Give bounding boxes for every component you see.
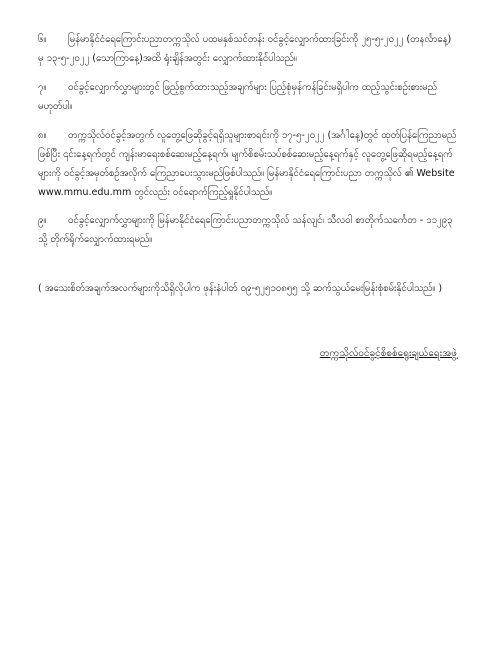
clause-8	[38, 126, 458, 202]
clause-text: ဝင်ခွင့်လျှောက်လွှာများတွင် ဖြည့်စွက်ထားသည့်အချက်များ ပြည့်စုံမှန်ကန်ခြင်းမရှိပါက ထည့်သွင်းစဉ်းစားမည် မဟုတ်ပါ။	[38, 82, 437, 112]
clause-9	[38, 211, 458, 249]
clause-text: တက္ကသိုလ်ဝင်ခွင့်အတွက် လူတွေ့ဖြေဆိုခွင့်ရရှိသူများစာရင်းကို ၁၇-၅-၂၀၂၂ (အင်္ဂါနေ့)တွင် ထုတ်ပြန်ကြေညာမည်ဖြစ်ပြီး ၎င်းနေ့ရက်တွင် ကျန်းမာရေးစစ်ဆေးမည့်နေ့ရက်၊ မျက်စိစမ်းသပ်စစ်ဆေးမည့်နေ့ရက်နှင့် လူတွေ့ဖြေဆိုရမည့်နေ့ရက်များကို ဝင်ခွင့်အမှတ်စဉ်အလိုက် ကြေညာပေးသွားမည်ဖြစ်ပါသည်။ မြန်မာနိုင်ငံရေကြောင်းပညာ တက္ကသိုလ် ၏ Website www.mmu.edu.mm တွင်လည်း ဝင်ရောက်ကြည့်ရှုနိုင်ပါသည်။	[38, 130, 457, 198]
clause-7	[38, 78, 458, 116]
clause-text: မြန်မာနိုင်ငံရေကြောင်းပညာတက္ကသိုလ် ပထမနှစ်သင်တန်း ဝင်ခွင့်လျှောက်ထားခြင်းကို ၂၅-၅-၂၀၂၂ (တနင်္လာနေ့) မှ ၁၃-၅-၂၀၂၂ (သောကြာနေ့)အထိ ရုံးချိန်အတွင်း လျှောက်ထားနိုင်ပါသည်။	[38, 34, 452, 64]
clause-number: ၉။	[38, 215, 47, 226]
clause-number: ၈။	[38, 130, 47, 141]
clause-number: ၇။	[38, 82, 47, 93]
issuing-committee-signature: တက္ကသိုလ်ဝင်ခွင့်စိစစ်ရွေးချယ်ရေးအဖွဲ့	[319, 348, 457, 359]
clause-6	[38, 30, 458, 68]
clause-text: ဝင်ခွင့်လျှောက်လွှာများကို မြန်မာနိုင်ငံရေကြောင်းပညာတက္ကသိုလ် သန်လျင်၊ သီလဝါ စာတိုက်သင်္ကေတ - ၁၁၂၉၃ သို့ တိုက်ရိုက်လျှောက်ထားရမည်။	[38, 215, 453, 245]
contact-note: ( အသေးစိတ်အချက်အလက်များကိုသိရှိလိုပါက ဖုန်းနံပါတ် ၀၉-၅၂၅၁၀၈၅၅ သို့ ဆက်သွယ်မေးမြန်းစုံစမ်းနိုင်ပါသည်။ )	[38, 283, 443, 294]
clause-number: ၆။	[38, 34, 47, 45]
